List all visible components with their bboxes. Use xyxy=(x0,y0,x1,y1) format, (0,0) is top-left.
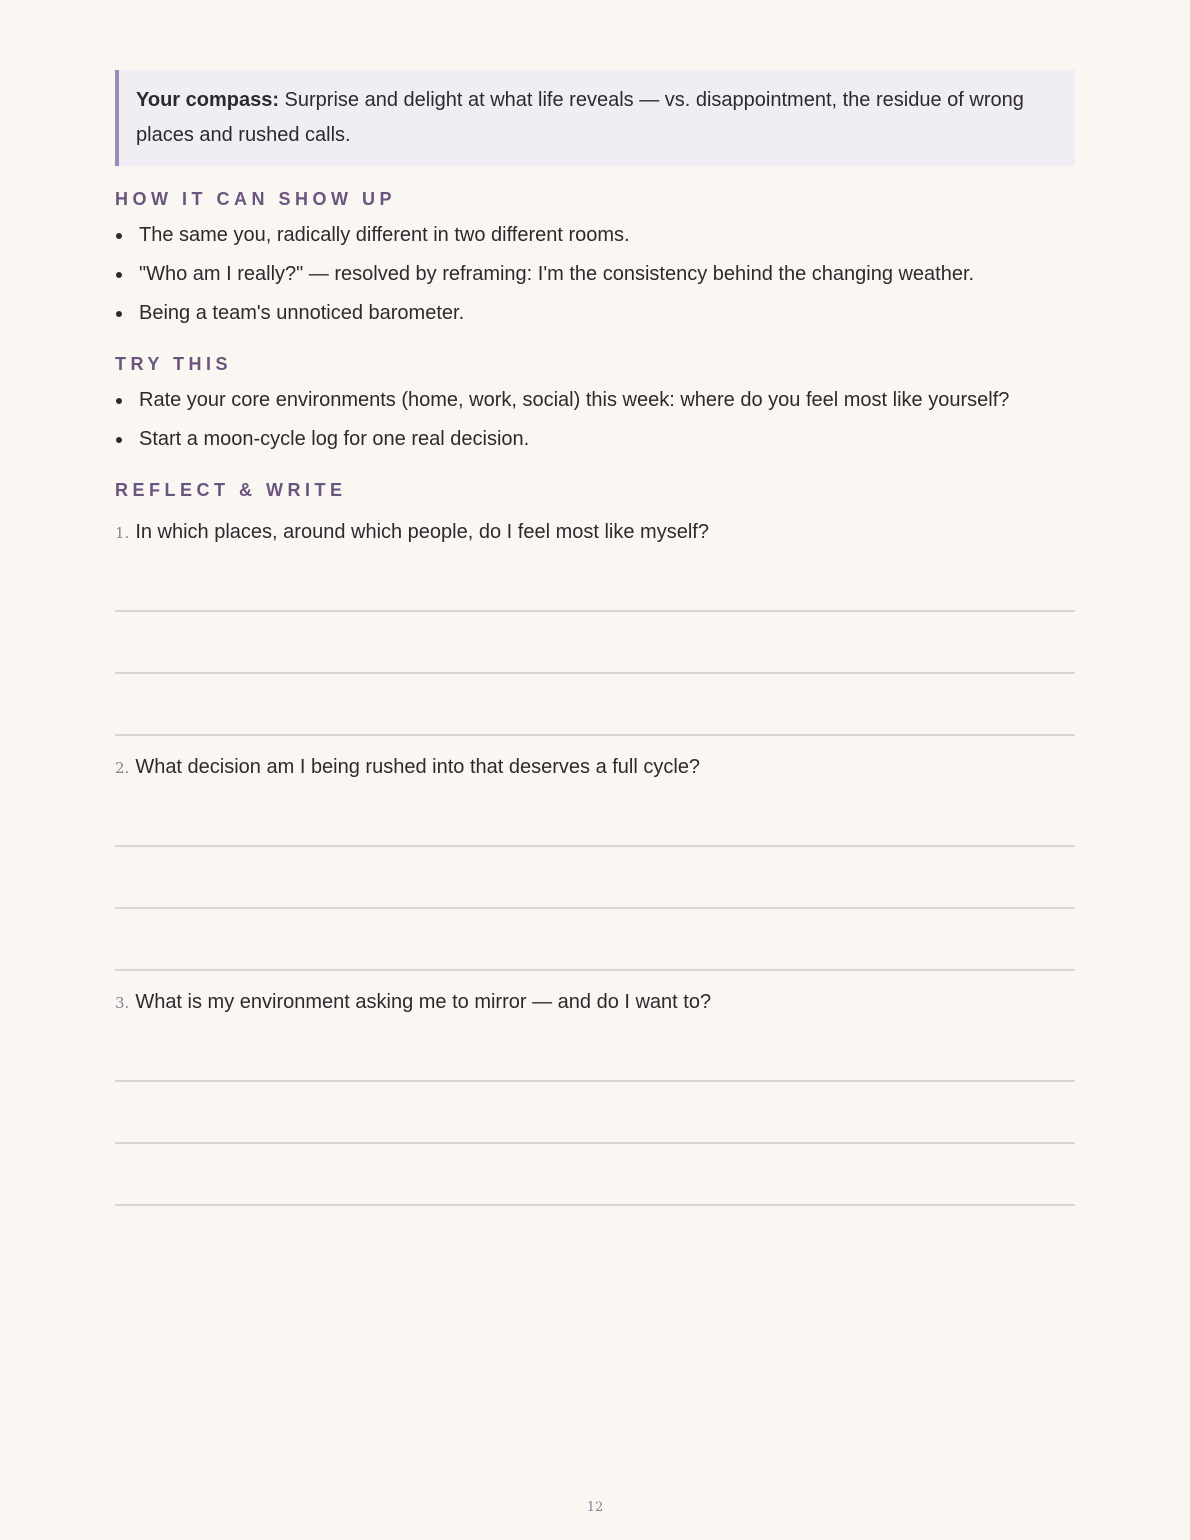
list-item: The same you, radically different in two different rooms. xyxy=(115,218,1075,253)
page-number: 12 xyxy=(586,1500,604,1515)
reflect-prompt-3 xyxy=(115,987,1075,1018)
reflect-prompt-2 xyxy=(115,752,1075,783)
compass-callout xyxy=(115,70,1075,166)
section-heading-reflect: REFLECT & WRITE xyxy=(115,480,347,500)
writing-lines-1[interactable] xyxy=(115,558,1075,736)
show-up-list xyxy=(115,218,1075,331)
writing-line[interactable] xyxy=(115,793,1075,847)
prompt-text: In which places, around which people, do I feel most like myself? xyxy=(135,521,709,543)
section-heading-try-this: TRY THIS xyxy=(115,354,233,374)
reflect-prompt-1 xyxy=(115,517,1075,548)
list-item: Rate your core environments (home, work, social) this week: where do you feel most like yourself? xyxy=(115,383,1075,418)
prompt-text: What is my environment asking me to mirror — and do I want to? xyxy=(135,991,712,1013)
writing-line[interactable] xyxy=(115,674,1075,736)
prompt-number: 3. xyxy=(115,994,130,1012)
compass-text: Surprise and delight at what life reveals — vs. disappointment, the residue of wrong places and rushed calls. xyxy=(136,89,1024,146)
writing-lines-2[interactable] xyxy=(115,793,1075,971)
prompt-number: 2. xyxy=(115,759,130,777)
list-item: Start a moon-cycle log for one real decision. xyxy=(115,422,1075,457)
try-this-list xyxy=(115,383,1075,457)
prompt-text: What decision am I being rushed into that deserves a full cycle? xyxy=(135,756,701,778)
writing-line[interactable] xyxy=(115,909,1075,971)
writing-lines-3[interactable] xyxy=(115,1028,1075,1206)
list-item: "Who am I really?" — resolved by reframing: I'm the consistency behind the changing weather. xyxy=(115,257,1075,292)
page-content xyxy=(115,70,1075,1206)
writing-line[interactable] xyxy=(115,612,1075,674)
list-item: Being a team's unnoticed barometer. xyxy=(115,296,1075,331)
section-heading-show-up: HOW IT CAN SHOW UP xyxy=(115,189,396,209)
prompt-number: 1. xyxy=(115,524,130,542)
writing-line[interactable] xyxy=(115,558,1075,612)
writing-line[interactable] xyxy=(115,1028,1075,1082)
writing-line[interactable] xyxy=(115,847,1075,909)
writing-line[interactable] xyxy=(115,1144,1075,1206)
compass-label: Your compass: xyxy=(136,89,279,111)
writing-line[interactable] xyxy=(115,1082,1075,1144)
